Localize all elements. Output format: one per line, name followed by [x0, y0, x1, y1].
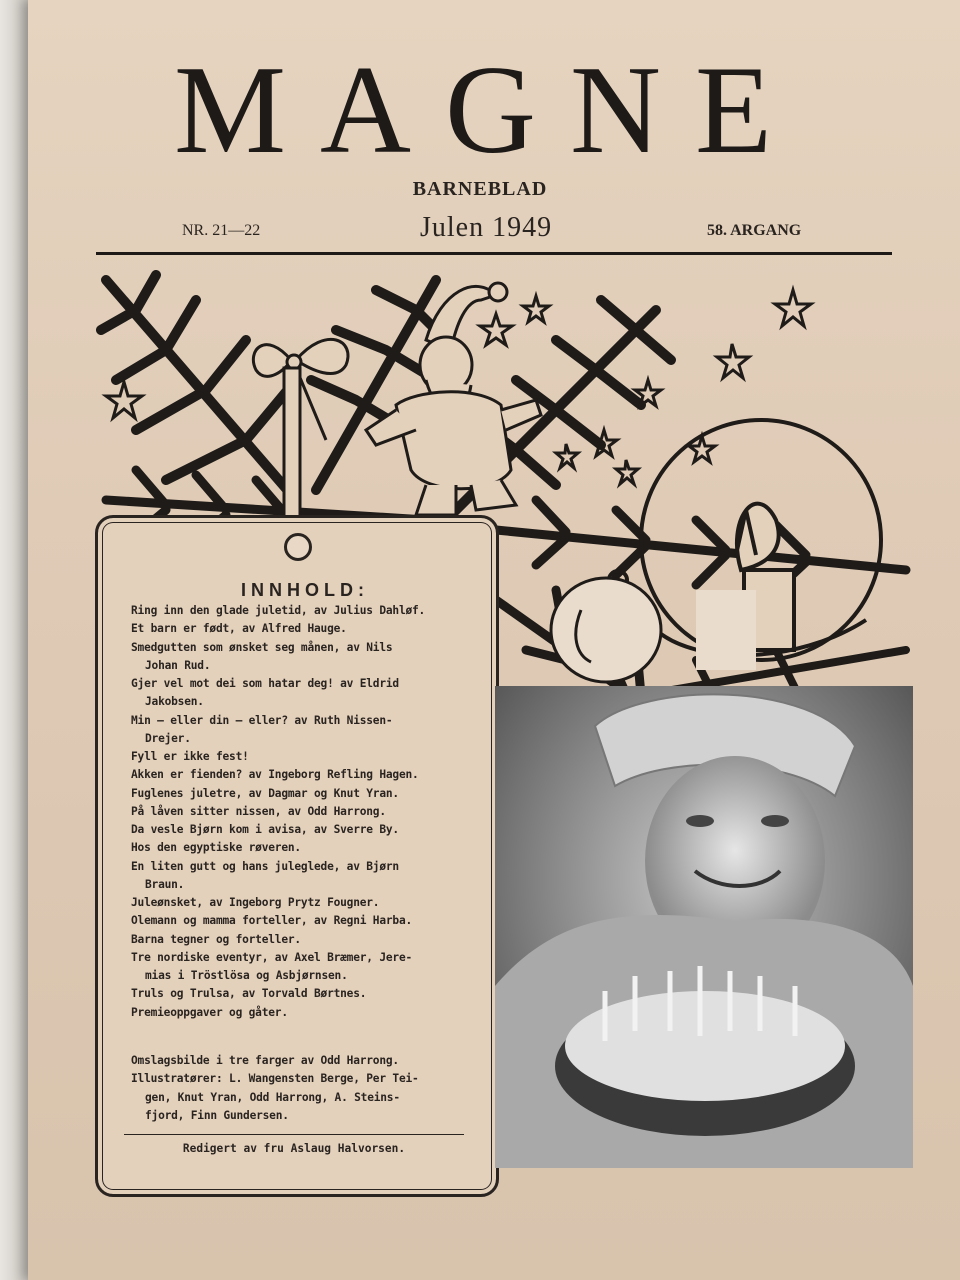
volume-label: 58. ARGANG [707, 222, 802, 239]
list-item: Johan Rud. [145, 658, 211, 672]
contents-list [131, 602, 471, 1022]
list-item: Premieoppgaver og gåter. [131, 1005, 288, 1019]
contents-heading: INNHOLD: [241, 580, 369, 600]
issue-date: Julen 1949 [420, 212, 553, 243]
nisse-figure [366, 283, 541, 515]
list-item: Barna tegner og forteller. [131, 932, 301, 946]
list-item: Braun. [145, 877, 185, 891]
list-item: Gjer vel mot dei som hatar deg! av Eldrid [131, 677, 399, 690]
list-item: Drejer. [145, 731, 191, 745]
credit-line: Illustratører: L. Wangensten Berge, Per Tei- [131, 1072, 419, 1086]
list-item: Fuglenes juletre, av Dagmar og Knut Yran. [131, 786, 399, 800]
list-item: Juleønsket, av Ingeborg Prytz Fougner. [131, 896, 380, 909]
photo-woman-with-cake [495, 686, 913, 1168]
list-item: Hos den egyptiske røveren. [131, 841, 301, 855]
list-item: Truls og Trulsa, av Torvald Børtnes. [131, 987, 367, 1001]
ribbon-bow [253, 339, 348, 533]
tag-divider [124, 1134, 464, 1135]
list-item: Olemann og mamma forteller, av Regni Harba. [131, 914, 413, 928]
list-item: Da vesle Bjørn kom i avisa, av Sverre By. [131, 823, 399, 836]
list-item: Et barn er født, av Alfred Hauge. [131, 622, 347, 636]
illustration-credits [131, 1052, 471, 1125]
masthead-rule [96, 252, 892, 255]
list-item: Smedgutten som ønsket seg månen, av Nils [131, 640, 393, 654]
list-item: Akken er fienden? av Ingeborg Refling Hagen. [131, 768, 419, 782]
masthead-title: MAGNE [174, 41, 806, 180]
tag-hole-icon [284, 533, 312, 561]
list-item: Min — eller din — eller? av Ruth Nissen- [131, 713, 393, 727]
list-item: En liten gutt og hans juleglede, av Bjørn [131, 859, 399, 873]
list-item: Jakobsen. [145, 695, 204, 709]
list-item: mias i Tröstlösa og Asbjørnsen. [145, 969, 348, 982]
list-item: Tre nordiske eventyr, av Axel Bræmer, Jere- [131, 950, 413, 964]
list-item: På låven sitter nissen, av Odd Harrong. [131, 804, 386, 818]
credit-line: gen, Knut Yran, Odd Harrong, A. Steins- [145, 1090, 400, 1104]
credit-line: Omslagsbilde i tre farger av Odd Harrong. [131, 1054, 399, 1067]
list-item: Ring inn den glade juletid, av Julius Dahløf. [131, 604, 426, 617]
page-spine [0, 0, 28, 1280]
editor-credit: Redigert av fru Aslaug Halvorsen. [182, 1142, 406, 1155]
list-item: Fyll er ikke fest! [131, 750, 249, 763]
issue-number: NR. 21—22 [182, 222, 261, 239]
masthead-subtitle: BARNEBLAD [412, 178, 548, 200]
credit-line: fjord, Finn Gundersen. [145, 1108, 289, 1122]
